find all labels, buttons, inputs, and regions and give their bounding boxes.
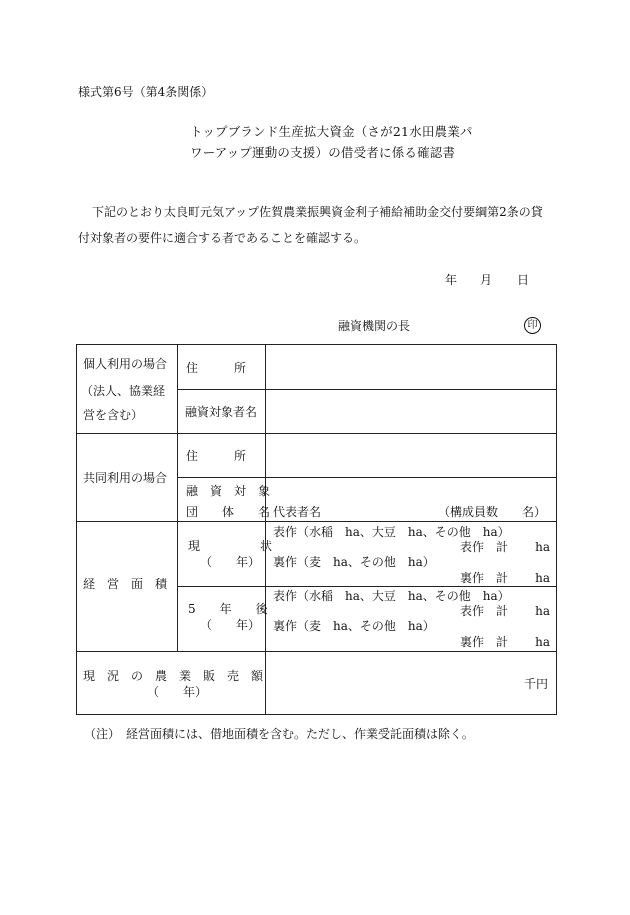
individual-address-label-cell	[178, 345, 266, 390]
document-title-line1: トップブランド生産拡大資金（さが21水田農業パ	[190, 124, 473, 139]
row-area-current	[77, 522, 557, 587]
current-front-total-label: 表作 計	[460, 540, 509, 554]
future-back-unit: ha	[535, 635, 550, 649]
future-area-field[interactable]	[266, 587, 557, 652]
group-label-line2: 団 体 名	[186, 505, 271, 519]
seal-mark: 印	[524, 317, 541, 334]
document-title-line2: ワーアップ運動の支援）の借受者に係る確認書	[190, 145, 456, 160]
future-front-crop: 表作（水稲 ha、大豆 ha、その他 ha）	[273, 589, 510, 603]
date-day-label: 日	[517, 273, 530, 287]
individual-address-field[interactable]	[266, 345, 557, 390]
representative-label: 代表者名	[273, 505, 322, 519]
area-label-cell	[77, 522, 178, 652]
joint-address-label-cell	[178, 434, 266, 478]
sales-year-label: （ 年）	[147, 685, 208, 699]
joint-label: 共同利用の場合	[83, 471, 168, 485]
joint-label-cell	[77, 434, 178, 522]
individual-label-line1: 個人利用の場合	[83, 357, 168, 371]
joint-address-field[interactable]	[266, 434, 557, 478]
group-label-line1: 融 資 対 象	[186, 484, 271, 498]
future-front-total-label: 表作 計	[460, 604, 509, 618]
borrower-name-label: 融資対象者名	[185, 405, 258, 419]
individual-address-label: 住 所	[186, 361, 247, 375]
footnote: （注） 経営面積には、借地面積を含む。ただし、作業受託面積は除く。	[84, 727, 474, 741]
sales-label-cell	[77, 652, 266, 715]
date-month-label: 月	[480, 273, 493, 287]
individual-label-line3: 営を含む）	[83, 408, 144, 422]
future-back-total-label: 裏作 計	[460, 635, 509, 649]
borrower-name-field[interactable]	[266, 390, 557, 434]
group-label-cell	[178, 478, 271, 522]
body-text-line1: 下記のとおり太良町元気アップ佐賀農業振興資金利子補給補助金交付要綱第2条の貸	[92, 205, 543, 219]
future-label: 5 年 後	[188, 602, 268, 616]
sales-amount-field[interactable]	[266, 652, 557, 715]
individual-label-line2: （法人、協業経	[81, 384, 166, 398]
current-front-crop: 表作（水稲 ha、大豆 ha、その他 ha）	[273, 525, 510, 539]
area-label: 経 営 面 積	[83, 577, 168, 591]
current-back-crop: 裏作（麦 ha、その他 ha）	[273, 555, 435, 569]
current-area-field[interactable]	[266, 522, 557, 587]
borrower-label-cell	[178, 390, 266, 434]
current-back-unit: ha	[535, 571, 550, 585]
confirmation-table	[76, 344, 557, 715]
current-back-total-label: 裏作 計	[460, 571, 509, 585]
sales-unit: 千円	[523, 677, 548, 691]
date-year-label: 年	[445, 273, 458, 287]
row-sales	[77, 652, 557, 715]
group-name-field[interactable]	[266, 478, 557, 522]
future-back-crop: 裏作（麦 ha、その他 ha）	[273, 619, 435, 633]
current-year-label: （ 年）	[200, 555, 261, 569]
body-text-line2: 付対象者の要件に適合する者であることを確認する。	[78, 231, 367, 245]
joint-address-label: 住 所	[186, 449, 247, 463]
current-label: 現 状	[188, 539, 273, 553]
form-number: 様式第6号（第4条関係）	[78, 85, 214, 99]
sales-label: 現 況 の 農 業 販 売 額	[83, 669, 264, 683]
row-joint-address	[77, 434, 557, 478]
future-front-unit: ha	[535, 604, 550, 618]
future-year-label: （ 年）	[200, 618, 261, 632]
member-count-label: （構成員数 名）	[437, 505, 546, 519]
future-label-cell	[178, 587, 266, 652]
current-front-unit: ha	[535, 540, 550, 554]
individual-label-cell	[77, 345, 178, 434]
row-individual-address	[77, 345, 557, 390]
lender-label: 融資機関の長	[338, 319, 411, 333]
current-label-cell	[178, 522, 273, 587]
